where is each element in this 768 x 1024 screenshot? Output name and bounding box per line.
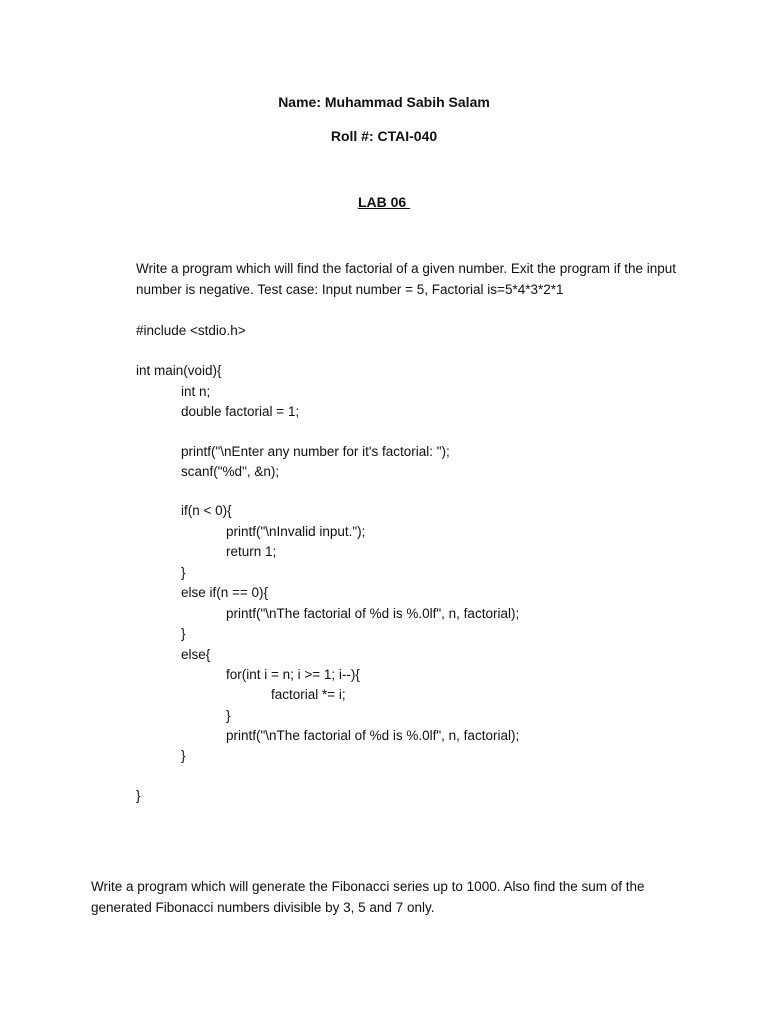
code-line-printf-result-zero: printf("\nThe factorial of %d is %.0lf", n, factorial); — [226, 606, 520, 621]
code-line-else-open: else{ — [181, 647, 211, 662]
code-line-return: return 1; — [226, 544, 277, 559]
code-line-else-if-zero: else if(n == 0){ — [181, 585, 269, 600]
code-line-factorial-mul: factorial *= i; — [271, 687, 346, 702]
code-line-close-for: } — [226, 708, 231, 723]
code-line-if-negative: if(n < 0){ — [181, 503, 232, 518]
question-2-text: Write a program which will generate the Fibonacci series up to 1000. Also find the sum of the generated Fibonacci numbers divisible by 3, 5 and 7 only. — [91, 879, 645, 915]
code-line-printf-prompt: printf("\nEnter any number for it's factorial: "); — [181, 444, 450, 459]
code-line-close-main: } — [136, 788, 141, 803]
roll-number: Roll #: CTAI-040 — [330, 128, 438, 144]
code-line-close-else-if: } — [181, 626, 186, 641]
code-line-decl-n: int n; — [181, 384, 211, 399]
code-line-printf-invalid: printf("\nInvalid input."); — [226, 524, 366, 539]
code-line-printf-result: printf("\nThe factorial of %d is %.0lf", n, factorial); — [226, 728, 520, 743]
code-line-for-loop: for(int i = n; i >= 1; i--){ — [226, 667, 360, 682]
code-line-close-if: } — [181, 565, 186, 580]
student-name: Name: Muhammad Sabih Salam — [278, 94, 490, 110]
question-1-text: Write a program which will find the factorial of a given number. Exit the program if the input number is negative. Test case: Input number = 5, Factorial is=5*4*3*2*1 — [136, 261, 677, 297]
code-line-main-decl: int main(void){ — [136, 363, 222, 378]
lab-title: LAB 06 — [357, 194, 411, 210]
code-line-decl-factorial: double factorial = 1; — [181, 404, 300, 419]
code-line-include: #include <stdio.h> — [136, 323, 246, 338]
code-line-scanf: scanf("%d", &n); — [181, 464, 280, 479]
code-line-close-else: } — [181, 748, 186, 763]
